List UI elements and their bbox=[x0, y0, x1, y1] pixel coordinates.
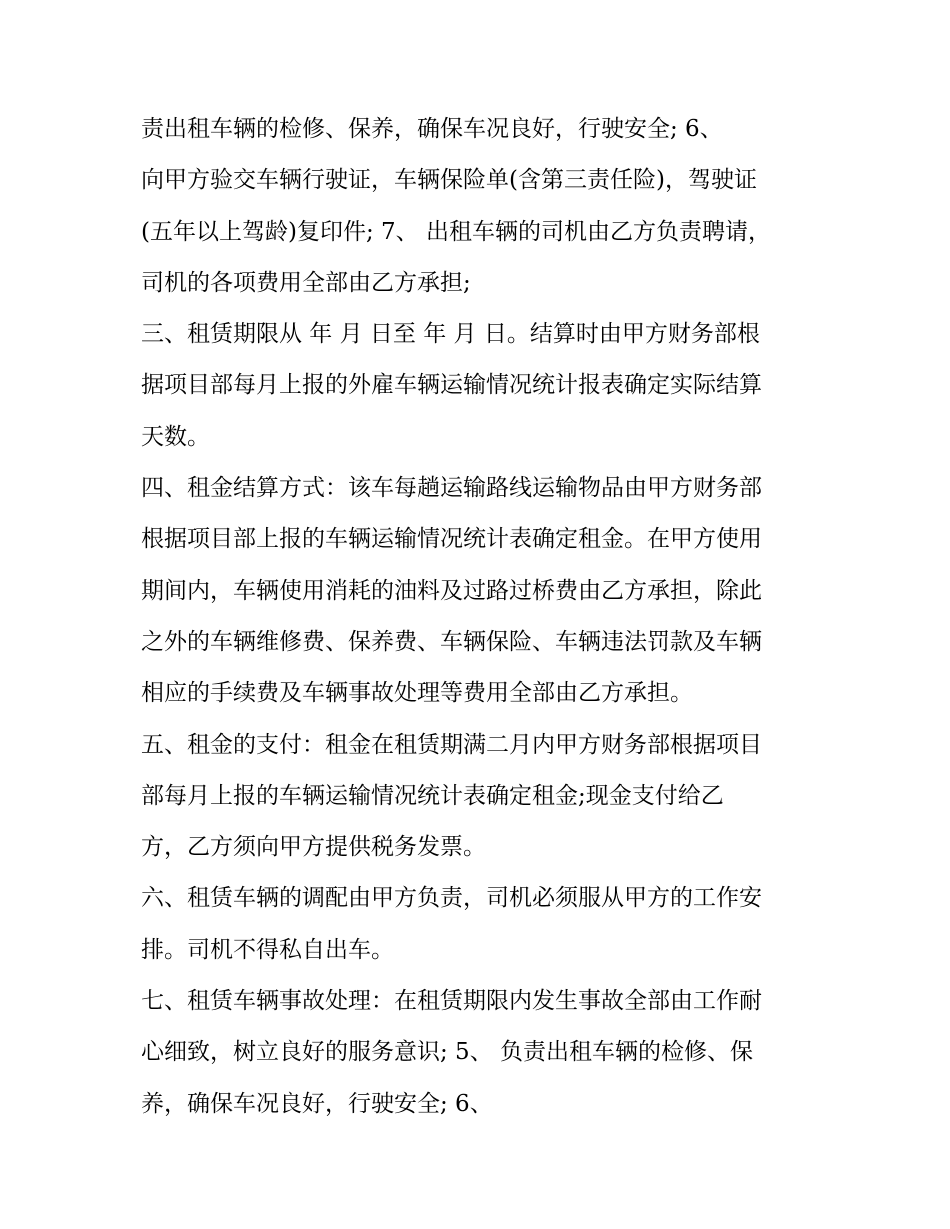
text-line: 据项目部每月上报的外雇车辆运输情况统计报表确定实际结算 bbox=[141, 372, 762, 399]
text-line: 六、租赁车辆的调配由甲方负责，司机必须服从甲方的工作安 bbox=[141, 885, 762, 912]
text-line: 三、租赁期限从 年 月 日至 年 月 日。结算时由甲方财务部根 bbox=[141, 321, 760, 348]
text-line: 责出租车辆的检修、保养，确保车况良好，行驶安全; 6、 bbox=[141, 116, 723, 142]
text-line: 七、租赁车辆事故处理：在租赁期限内发生事故全部由工作耐 bbox=[141, 988, 762, 1015]
text-line: 根据项目部上报的车辆运输情况统计表确定租金。在甲方使用 bbox=[141, 526, 762, 553]
text-line: 司机的各项费用全部由乙方承担; bbox=[141, 269, 471, 296]
text-line: (五年以上驾龄)复印件; 7、 出租车辆的司机由乙方负责聘请， bbox=[141, 218, 771, 245]
text-line: 方，乙方须向甲方提供税务发票。 bbox=[141, 834, 486, 861]
document-body bbox=[141, 104, 821, 1130]
text-line: 相应的手续费及车辆事故处理等费用全部由乙方承担。 bbox=[141, 680, 693, 707]
text-line: 排。司机不得私自出车。 bbox=[141, 936, 394, 963]
text-line: 心细致，树立良好的服务意识; 5、 负责出租车辆的检修、保 bbox=[141, 1039, 754, 1066]
text-line: 天数。 bbox=[141, 423, 210, 450]
text-line: 之外的车辆维修费、保养费、车辆保险、车辆违法罚款及车辆 bbox=[141, 628, 762, 655]
text-line: 部每月上报的车辆运输情况统计表确定租金;现金支付给乙 bbox=[141, 782, 724, 809]
text-line: 养，确保车况良好，行驶安全; 6、 bbox=[141, 1090, 493, 1117]
text-line: 五、租金的支付：租金在租赁期满二月内甲方财务部根据项目 bbox=[141, 731, 762, 758]
text-line: 四、租金结算方式：该车每趟运输路线运输物品由甲方财务部 bbox=[141, 475, 762, 502]
text-line: 向甲方验交车辆行驶证，车辆保险单(含第三责任险)，驾驶证 bbox=[141, 167, 757, 194]
text-line: 期间内，车辆使用消耗的油料及过路过桥费由乙方承担，除此 bbox=[141, 577, 762, 604]
